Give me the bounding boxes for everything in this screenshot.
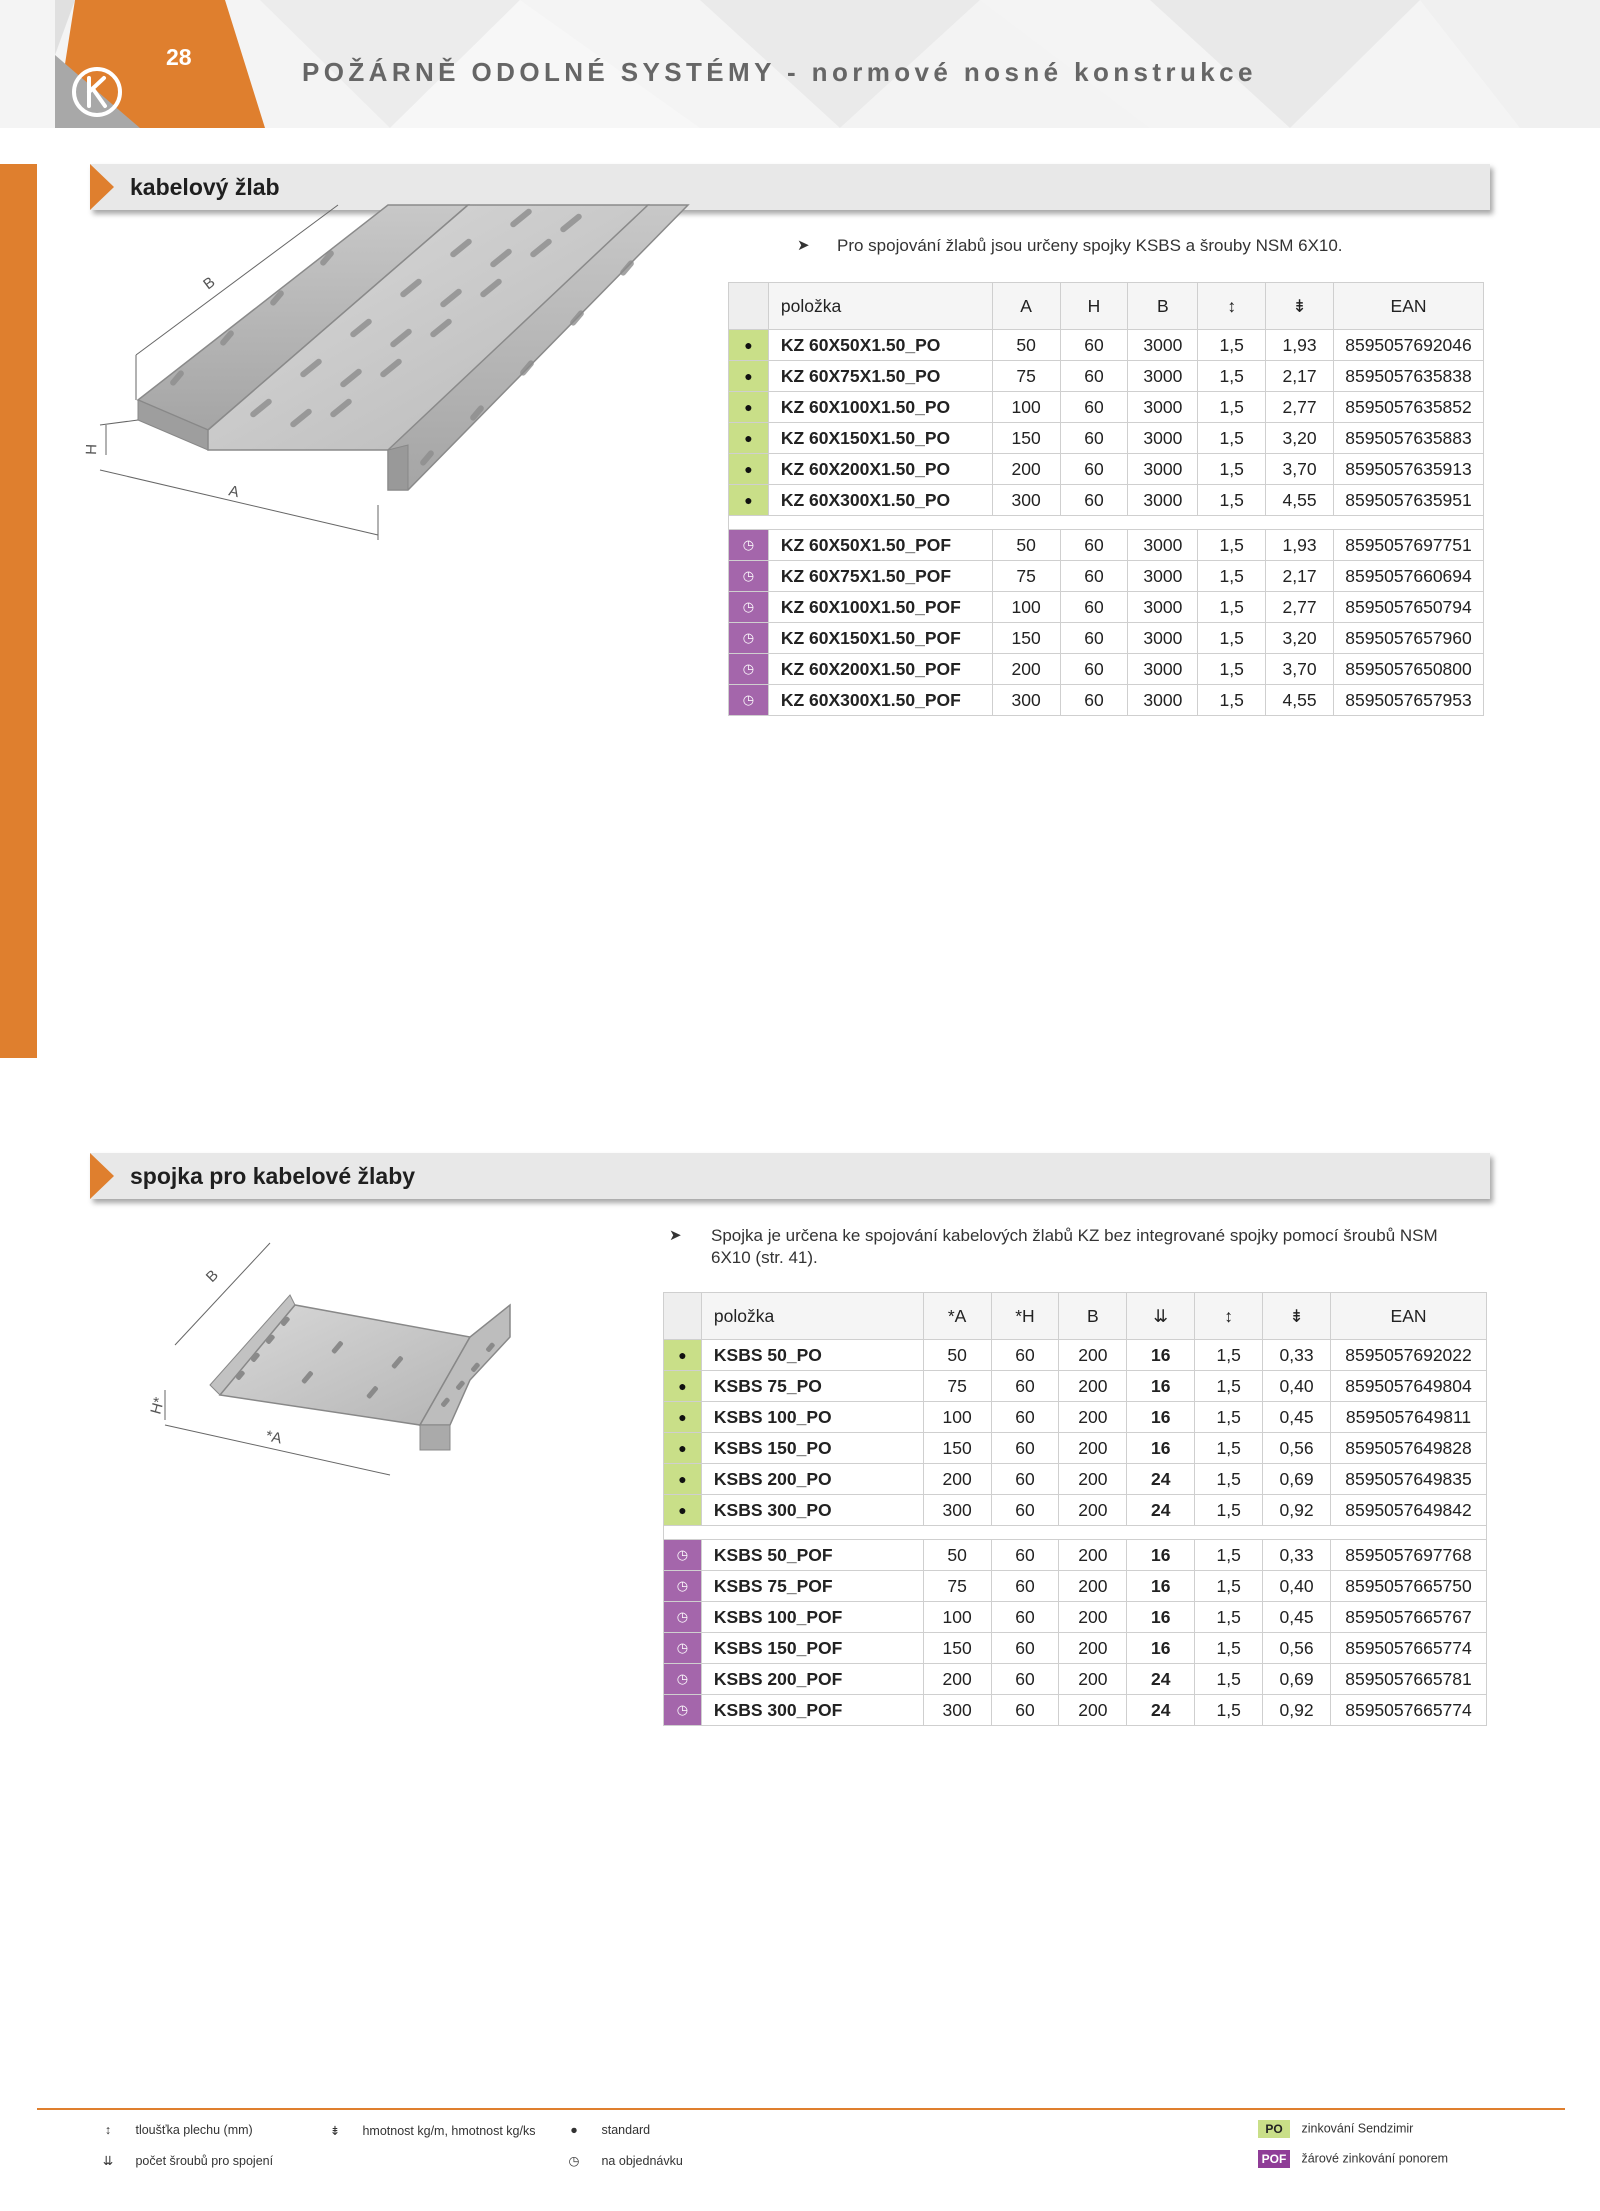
column-header-ean: EAN [1331, 1293, 1487, 1340]
table-row: ◷ KSBS 50_POF 50 60 200 16 1,5 0,33 8595057697768 [664, 1540, 1487, 1571]
table-row: ● KZ 60X100X1.50_PO 100 60 3000 1,5 2,77 8595057635852 [729, 392, 1484, 423]
standard-dot-icon: ● [729, 423, 769, 454]
table-row: ◷ KZ 60X100X1.50_POF 100 60 3000 1,5 2,77 8595057650794 [729, 592, 1484, 623]
column-header-item: položka [768, 283, 992, 330]
clock-icon: ◷ [664, 1540, 702, 1571]
standard-dot-icon: ● [570, 2123, 578, 2137]
standard-dot-icon: ● [664, 1371, 702, 1402]
clock-icon: ◷ [664, 1664, 702, 1695]
table-row: ◷ KSBS 75_POF 75 60 200 16 1,5 0,40 8595057665750 [664, 1571, 1487, 1602]
table-spacer-row [729, 516, 1484, 530]
column-header-item: položka [701, 1293, 923, 1340]
section-header-cable-tray [90, 164, 1490, 210]
standard-dot-icon: ● [664, 1340, 702, 1371]
legend-screws: ⇊ počet šroubů pro spojení [98, 2153, 273, 2168]
standard-dot-icon: ● [664, 1464, 702, 1495]
clock-icon: ◷ [729, 685, 769, 716]
connector-table [663, 1292, 1487, 1726]
standard-dot-icon: ● [729, 330, 769, 361]
standard-dot-icon: ● [729, 392, 769, 423]
weight-icon: ⇟ [1266, 283, 1334, 330]
bullet-arrow-icon: ➤ [797, 237, 810, 254]
weight-icon: ⇟ [1263, 1293, 1331, 1340]
screw-count-icon: ⇊ [1127, 1293, 1195, 1340]
section-title: kabelový žlab [130, 174, 280, 200]
cable-tray-drawing [83, 205, 808, 550]
section-title: spojka pro kabelové žlaby [130, 1163, 416, 1189]
clock-icon: ◷ [729, 530, 769, 561]
cable-tray-table [728, 282, 1484, 716]
clock-icon: ◷ [664, 1695, 702, 1726]
section-header-connector [90, 1153, 1490, 1199]
column-header-a: A [992, 283, 1060, 330]
standard-dot-icon: ● [664, 1495, 702, 1526]
dimension-label-h: H* [147, 1395, 169, 1417]
section2-note: ➤ Spojka je určena ke spojování kabelových žlabů KZ bez integrované spojky pomocí šroubů NSM 6X10 (str. 41). [669, 1226, 1438, 1267]
table-row: ● KSBS 100_PO 100 60 200 16 1,5 0,45 8595057649811 [664, 1402, 1487, 1433]
table-row: ● KSBS 75_PO 75 60 200 16 1,5 0,40 8595057649804 [664, 1371, 1487, 1402]
legend-standard: ● standard [564, 2123, 650, 2137]
table-row: ● KZ 60X150X1.50_PO 150 60 3000 1,5 3,20 8595057635883 [729, 423, 1484, 454]
section-arrow-icon [90, 164, 114, 210]
legend-weight: ⇟ hmotnost kg/m, hmotnost kg/ks [325, 2123, 535, 2138]
section1-note: ➤ Pro spojování žlabů jsou určeny spojky KSBS a šrouby NSM 6X10. [797, 236, 1343, 255]
table-row: ◷ KSBS 100_POF 100 60 200 16 1,5 0,45 8595057665767 [664, 1602, 1487, 1633]
standard-dot-icon: ● [729, 454, 769, 485]
column-header-ean: EAN [1334, 283, 1484, 330]
table-row: ◷ KSBS 200_POF 200 60 200 24 1,5 0,69 8595057665781 [664, 1664, 1487, 1695]
clock-icon: ◷ [664, 1633, 702, 1664]
column-header-h: *H [991, 1293, 1059, 1340]
clock-icon: ◷ [729, 623, 769, 654]
screw-count-icon: ⇊ [102, 2154, 114, 2168]
clock-icon: ◷ [729, 592, 769, 623]
thickness-icon: ↕ [1195, 1293, 1263, 1340]
dimension-label-a: A [227, 482, 241, 502]
page-number: 28 [166, 44, 192, 70]
legend-thickness: ↕ tloušťka plechu (mm) [98, 2123, 253, 2137]
table-row: ● KZ 60X50X1.50_PO 50 60 3000 1,5 1,93 8595057692046 [729, 330, 1484, 361]
dimension-label-h: H [83, 443, 101, 456]
table-row: ◷ KZ 60X50X1.50_POF 50 60 3000 1,5 1,93 8595057697751 [729, 530, 1484, 561]
connector-drawing [147, 1225, 530, 1495]
table-row: ◷ KZ 60X150X1.50_POF 150 60 3000 1,5 3,20 8595057657960 [729, 623, 1484, 654]
table-row: ◷ KSBS 300_POF 300 60 200 24 1,5 0,92 8595057665774 [664, 1695, 1487, 1726]
standard-dot-icon: ● [729, 485, 769, 516]
table-row: ◷ KZ 60X200X1.50_POF 200 60 3000 1,5 3,70 8595057650800 [729, 654, 1484, 685]
table-row: ● KSBS 50_PO 50 60 200 16 1,5 0,33 8595057692022 [664, 1340, 1487, 1371]
dimension-label-b: B [202, 1266, 222, 1286]
side-accent-bar [0, 164, 37, 1058]
legend-pof: POF žárové zinkování ponorem [1258, 2150, 1448, 2168]
column-header-b: B [1059, 1293, 1127, 1340]
table-row: ● KZ 60X300X1.50_PO 300 60 3000 1,5 4,55 8595057635951 [729, 485, 1484, 516]
table-row: ● KSBS 200_PO 200 60 200 24 1,5 0,69 8595057649835 [664, 1464, 1487, 1495]
dimension-label-b: B [200, 273, 219, 294]
clock-icon: ◷ [729, 654, 769, 685]
standard-dot-icon: ● [664, 1402, 702, 1433]
table-spacer-row [664, 1526, 1487, 1540]
bullet-arrow-icon: ➤ [669, 1227, 682, 1244]
column-header-a: *A [923, 1293, 991, 1340]
pof-badge: POF [1258, 2150, 1290, 2168]
legend-po: PO zinkování Sendzimir [1258, 2120, 1413, 2138]
page-header [0, 0, 1600, 128]
clock-icon: ◷ [664, 1571, 702, 1602]
table-row: ● KSBS 300_PO 300 60 200 24 1,5 0,92 8595057649842 [664, 1495, 1487, 1526]
table-header-row [664, 1293, 1487, 1340]
standard-dot-icon: ● [729, 361, 769, 392]
section-arrow-icon [90, 1153, 114, 1199]
column-header-h: H [1060, 283, 1128, 330]
clock-icon: ◷ [664, 1602, 702, 1633]
clock-icon: ◷ [729, 561, 769, 592]
clock-icon: ◷ [568, 2154, 580, 2168]
table-row: ● KSBS 150_PO 150 60 200 16 1,5 0,56 8595057649828 [664, 1433, 1487, 1464]
thickness-icon: ↕ [1198, 283, 1266, 330]
standard-dot-icon: ● [664, 1433, 702, 1464]
table-row: ● KZ 60X200X1.50_PO 200 60 3000 1,5 3,70 8595057635913 [729, 454, 1484, 485]
po-badge: PO [1258, 2120, 1290, 2138]
dimension-label-a: *A [264, 1427, 284, 1448]
column-header-b: B [1128, 283, 1198, 330]
thickness-icon: ↕ [104, 2123, 112, 2137]
table-row: ◷ KZ 60X75X1.50_POF 75 60 3000 1,5 2,17 8595057660694 [729, 561, 1484, 592]
weight-icon: ⇟ [329, 2124, 341, 2138]
footer-divider [37, 2108, 1565, 2110]
table-row: ◷ KSBS 150_POF 150 60 200 16 1,5 0,56 8595057665774 [664, 1633, 1487, 1664]
table-row: ● KZ 60X75X1.50_PO 75 60 3000 1,5 2,17 8595057635838 [729, 361, 1484, 392]
table-header-row [729, 283, 1484, 330]
document-title: POŽÁRNĚ ODOLNÉ SYSTÉMY - normové nosné konstrukce [302, 57, 1257, 87]
table-row: ◷ KZ 60X300X1.50_POF 300 60 3000 1,5 4,55 8595057657953 [729, 685, 1484, 716]
legend-on-order: ◷ na objednávku [564, 2153, 683, 2168]
